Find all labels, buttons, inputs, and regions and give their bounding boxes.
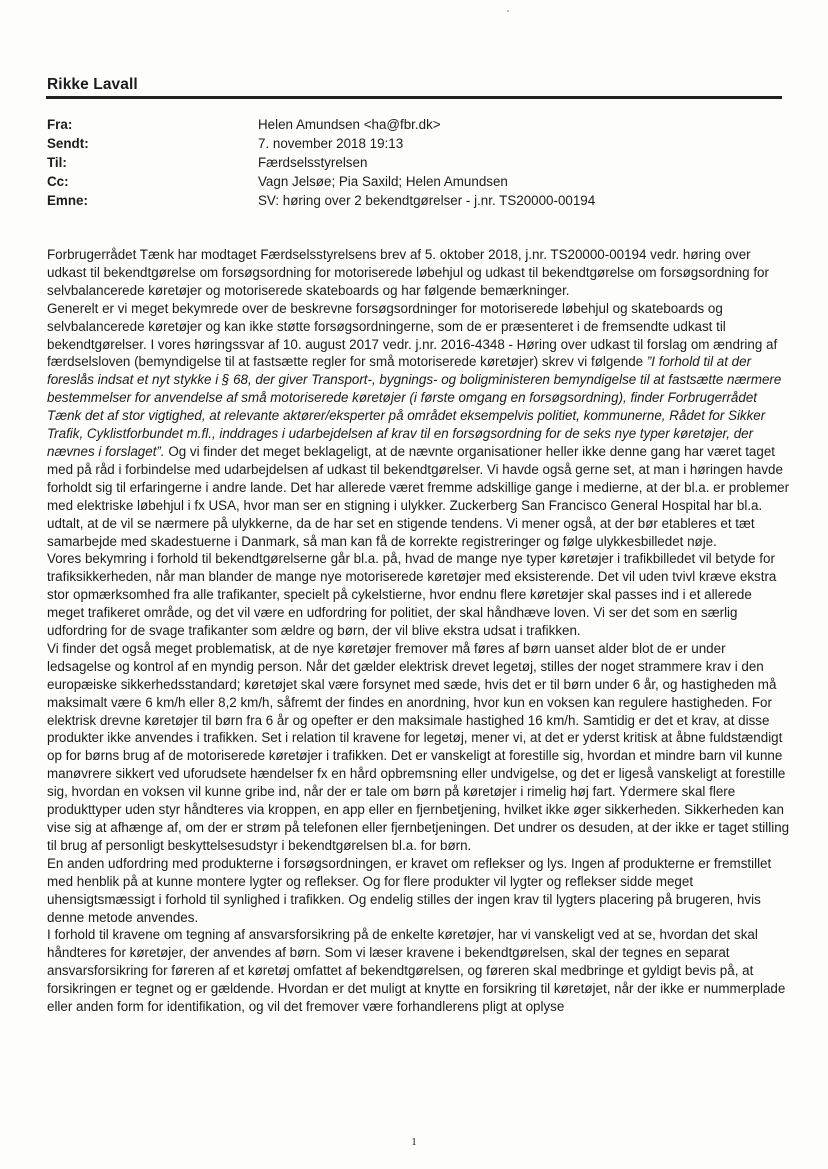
header-value: Færdselsstyrelsen xyxy=(258,155,368,170)
header-from xyxy=(47,115,787,134)
body-paragraph: Vi finder det også meget problematisk, at de nye køretøjer fremover må føres af børn uanset alder blot de er under ledsagelse og kontrol af en myndig person. Når det gælder elektrisk drevet legetøj, stilles der noget strammere krav i den europæiske sikkerhedsstandard; køretøjet skal være forsynet med sæde, hvis det er til børn under 6 år, og hastigheden må maksimalt være 6 km/h eller 8,2 km/h, såfremt der findes en anordning, hvor kun en voksen kan regulere hastigheden. For elektrisk drevne køretøjer til børn fra 6 år og opefter er den maksimale hastighed 16 km/h. Samtidig er det et krav, at disse produkter ikke anvendes i trafikken. Set i relation til kravene for legetøj, mener vi, at det er yderst kritisk at åbne fuldstændigt op for børns brug af de motoriserede køretøjer i trafikken. Det er vanskeligt at forestille sig, hvordan et mindre barn vil kunne manøvrere sikkert ved uforudsete hændelser fx en hård opbremsning eller undvigelse, og det er ligeså vanskeligt at forestille sig, hvordan en voksen vil kunne gribe ind, når der er tale om børn på køretøjer i rimelig høj fart. Ydermere skal flere produkttyper uden styr håndteres via kroppen, en app eller en fjernbetjening, hvilket ikke øger sikkerheden. Sikkerheden kan vise sig at afhænge af, om der er strøm på telefonen eller fjernbetjeningen. Det undrer os desuden, at der ikke er taget stilling til brug af personligt beskyttelsesudstyr i bekendtgørelsen bl.a. for børn. xyxy=(47,640,790,853)
header-to xyxy=(47,153,787,172)
body-text: Og vi finder det meget beklageligt, at de nævnte organisationer heller ikke denne gang har været taget med på råd i forbindelse med udarbejdelsen af udkast til bekendtgørelser. Vi havde også gerne set, at man i høringen havde forholdt sig til erfaringerne i andre lande. Det har allerede været fremme adskillige gange i medierne, at der bl.a. er problemer med elektriske løbehjul i fx USA, hvor man ser en stigning i ulykker. Zuckerberg San Francisco General Hospital har bl.a. udtalt, at de vil se nærmere på ulykkerne, da de har set en stigende tendens. Vi mener også, at der bør etableres et tæt samarbejde med skadestuerne i Danmark, så man kan få de korrekte registreringer og følge ulykkesbilledet nøje. xyxy=(47,443,790,549)
page-number: 1 xyxy=(411,1136,417,1148)
header-divider xyxy=(46,96,782,99)
sender-name: Rikke Lavall xyxy=(47,76,138,93)
body-paragraph xyxy=(47,300,792,551)
header-value: Helen Amundsen <ha@fbr.dk> xyxy=(258,117,441,132)
header-label: Emne: xyxy=(47,193,88,208)
body-paragraph: I forhold til kravene om tegning af ansvarsforsikring på de enkelte køretøjer, har vi vanskeligt ved at se, hvordan det skal håndteres for køretøjer, der anvendes af børn. Som vi læser kravene i bekendtgørelsen, skal der tegnes en separat ansvarsforsikring for føreren af et køretøj omfattet af bekendtgørelsen, og føreren skal medbringe et gyldigt bevis på, at forsikringen er tegnet og er gældende. Hvordan er det muligt at knytte en forsikring til køretøjet, når der ikke er nummerplade eller anden form for identifikation, og vil det fremover være forhandlerens pligt at oplyse xyxy=(47,927,786,1015)
header-value: Vagn Jelsøe; Pia Saxild; Helen Amundsen xyxy=(258,174,508,189)
quoted-text: ”I forhold til at der foreslås indsat et nyt stykke i § 68, der giver Transport-, bygnings- og boligministeren bemyndigelse til at fastsætte nærmere bestemmelser for anvendelse af små motoriserede køretøjer (i første omgang en forsøgsordning), finder Forbrugerrådet Tænk det af stor vigtighed, at relevante aktører/eksperter på området eksempelvis politiet, kommunerne, Rådet for Sikker Trafik, Cyklistforbundet m.fl., inddrages i udarbejdelsen af krav til en forsøgsordning for de seks nye typer køretøjer, der nævnes i forslaget”. xyxy=(47,354,782,459)
header-subject xyxy=(47,191,787,210)
body-text: Generelt er vi meget bekymrede over de beskrevne forsøgsordninger for motoriserede løbehjul og skateboards og selvbalancerede køretøjer og kan ikke støtte forsøgsordningerne, som de er præsenteret i de fremsendte udkast til bekendtgørelser. I vores høringssvar af 10. august 2017 vedr. j.nr. 2016-4348 - Høring over udkast til forslag om ændring af færdselsloven (bemyndigelse til at fastsætte regler for små motoriserede køretøjer) skrev vi følgende xyxy=(47,300,778,370)
email-header-block xyxy=(47,115,787,210)
body-paragraph: En anden udfordring med produkterne i forsøgsordningen, er kravet om reflekser og lys. Ingen af produkterne er fremstillet med henblik på at kunne montere lygter og reflekser. Og for flere produkter vil lygter og reflekser sidde meget uhensigtsmæssigt i forhold til synlighed i trafikken. Og endelig stilles der ingen krav til lygters placering på brugeren, hvis denne metode anvendes. xyxy=(47,855,772,925)
body-paragraph: Vores bekymring i forhold til bekendtgørelserne går bl.a. på, hvad de mange nye typer køretøjer i trafikbilledet vil betyde for trafiksikkerheden, når man blander de mange nye motoriserede køretøjer med eksisterende. Det vil uden tvivl kræve ekstra stor opmærksomhed fra alle trafikanter, specielt på cykelstierne, hvor endnu flere køretøjer skal passes ind i et allerede meget trafikeret område, og det vil være en udfordring for politiet, der skal håndhæve loven. Vi ser det som en særlig udfordring for de svage trafikanter som ældre og børn, der vil blive ekstra udsat i trafikken. xyxy=(47,551,777,639)
email-body xyxy=(47,246,792,1016)
header-sent xyxy=(47,134,787,153)
header-cc xyxy=(47,172,787,191)
scan-artifact xyxy=(507,10,509,12)
header-label: Cc: xyxy=(47,174,69,189)
header-value: SV: høring over 2 bekendtgørelser - j.nr. TS20000-00194 xyxy=(258,193,596,208)
header-label: Fra: xyxy=(47,117,73,132)
body-paragraph: Forbrugerrådet Tænk har modtaget Færdselsstyrelsens brev af 5. oktober 2018, j.nr. TS20000-00194 vedr. høring over udkast til bekendtgørelse om forsøgsordning for motoriserede løbehjul og udkast til bekendtgørelse om forsøgsordning for selvbalancerede køretøjer og motoriserede skateboards og har følgende bemærkninger. xyxy=(47,247,769,298)
header-value: 7. november 2018 19:13 xyxy=(258,136,404,151)
header-label: Til: xyxy=(47,155,67,170)
header-label: Sendt: xyxy=(47,136,89,151)
